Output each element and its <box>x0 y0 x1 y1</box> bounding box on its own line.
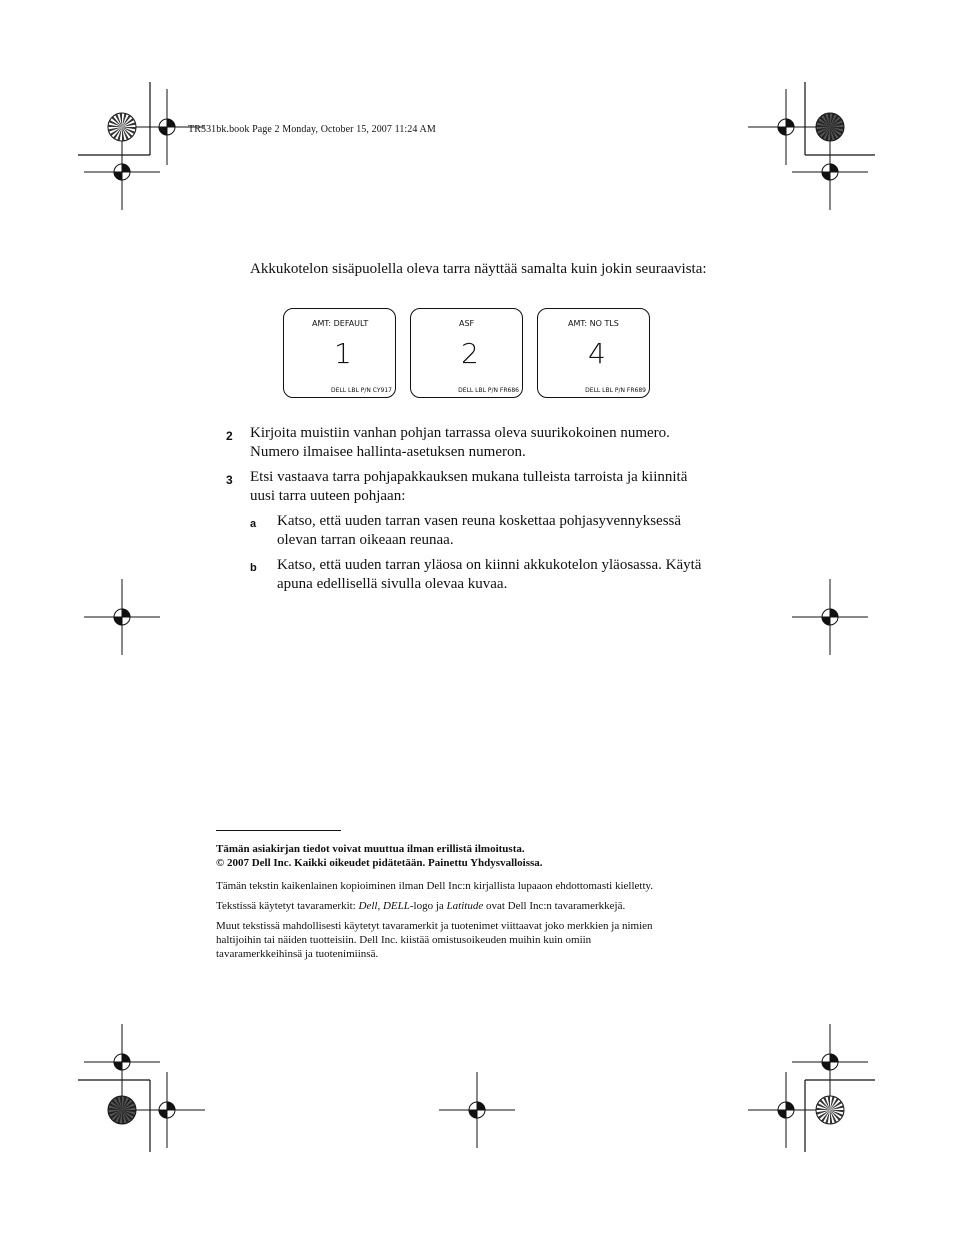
footer-notice <box>216 842 726 870</box>
label-card-number: 1 <box>334 337 352 370</box>
star-target-mark <box>816 1096 844 1124</box>
label-card-title: ASF <box>459 319 475 328</box>
label-card-title: AMT: NO TLS <box>568 319 619 328</box>
step-line: uusi tarra uuteen pohjaan: <box>250 488 406 504</box>
footer-copyright-line: © 2007 Dell Inc. Kaikki oikeudet pidätetään. Painettu Yhdysvalloissa. <box>216 857 543 869</box>
registration-crosshair <box>792 579 868 655</box>
footer-trademarks <box>216 899 726 913</box>
trademark-dell: Dell <box>358 900 378 912</box>
trademark-logo-suffix: -logo ja <box>409 900 447 912</box>
label-card-title: AMT: DEFAULT <box>312 319 369 328</box>
label-card-number: 2 <box>461 337 479 370</box>
label-card <box>283 308 396 398</box>
substep-line: Katso, että uuden tarran vasen reuna koskettaa pohjasyvennyksessä <box>277 513 682 529</box>
label-card-part-number: DELL LBL P/N CY917 <box>331 387 392 394</box>
trademark-sep: , <box>377 900 383 912</box>
footer-other-line: Muut tekstissä mahdollisesti käytetyt tavaramerkit ja tuotenimet viittaavat joko merkkien ja nimien <box>216 920 653 932</box>
registration-crosshair <box>748 89 824 165</box>
trademark-dell-logo: DELL <box>382 900 410 912</box>
footer-copy-restriction: Tämän tekstin kaikenlainen kopioiminen ilman Dell Inc:n kirjallista lupaaon ehdottomasti kielletty. <box>216 880 654 892</box>
label-card-number: 4 <box>588 337 606 370</box>
footer-other-line: tavaramerkkeihinsä ja tuotenimiinsä. <box>216 948 379 960</box>
step-number: 2 <box>226 429 233 443</box>
footer-other-line: haltijoihin tai näiden tuotteisiin. Dell Inc. kiistää omistusoikeuden muihin kuin omiin <box>216 934 592 946</box>
step-line: Kirjoita muistiin vanhan pohjan tarrassa oleva suurikokoinen numero. <box>250 425 670 441</box>
registration-crosshair <box>84 579 160 655</box>
step-line: Numero ilmaisee hallinta-asetuksen numeron. <box>250 444 526 460</box>
star-target-mark <box>108 1096 136 1124</box>
trademark-latitude: Latitude <box>446 900 484 912</box>
book-info-header: TR531bk.book Page 2 Monday, October 15, 2007 11:24 AM <box>188 124 436 135</box>
registration-crosshair <box>129 1072 205 1148</box>
registration-crosshair <box>84 1024 160 1100</box>
registration-crosshair <box>792 1024 868 1100</box>
footer-rule <box>216 830 341 831</box>
registration-crosshair <box>439 1072 515 1148</box>
intro-text: Akkukotelon sisäpuolella oleva tarra näyttää samalta kuin jokin seuraavista: <box>250 261 707 277</box>
footer-other-trademarks <box>216 919 726 961</box>
registration-crosshair <box>748 1072 824 1148</box>
trademark-suffix: ovat Dell Inc:n tavaramerkkejä. <box>483 900 626 912</box>
step-number: 3 <box>226 473 233 487</box>
star-target-mark <box>816 113 844 141</box>
star-target-mark <box>108 113 136 141</box>
label-card <box>410 308 523 398</box>
trademark-prefix: Tekstissä käytetyt tavaramerkit: <box>216 900 359 912</box>
label-card-part-number: DELL LBL P/N FR689 <box>585 387 646 394</box>
substep-letter: b <box>250 562 257 574</box>
registration-crosshair <box>84 134 160 210</box>
substep-line: apuna edellisellä sivulla olevaa kuvaa. <box>277 576 508 592</box>
substep-line: olevan tarran oikeaan reunaa. <box>277 532 454 548</box>
footer-notice-line: Tämän asiakirjan tiedot voivat muuttua ilman erillistä ilmoitusta. <box>216 843 525 855</box>
substep-letter: a <box>250 518 257 530</box>
label-card <box>537 308 650 398</box>
substep-line: Katso, että uuden tarran yläosa on kiinni akkukotelon yläosassa. Käytä <box>277 557 702 573</box>
label-card-part-number: DELL LBL P/N FR686 <box>458 387 519 394</box>
step-line: Etsi vastaava tarra pohjapakkauksen mukana tulleista tarroista ja kiinnitä <box>250 469 688 485</box>
registration-crosshair <box>792 134 868 210</box>
